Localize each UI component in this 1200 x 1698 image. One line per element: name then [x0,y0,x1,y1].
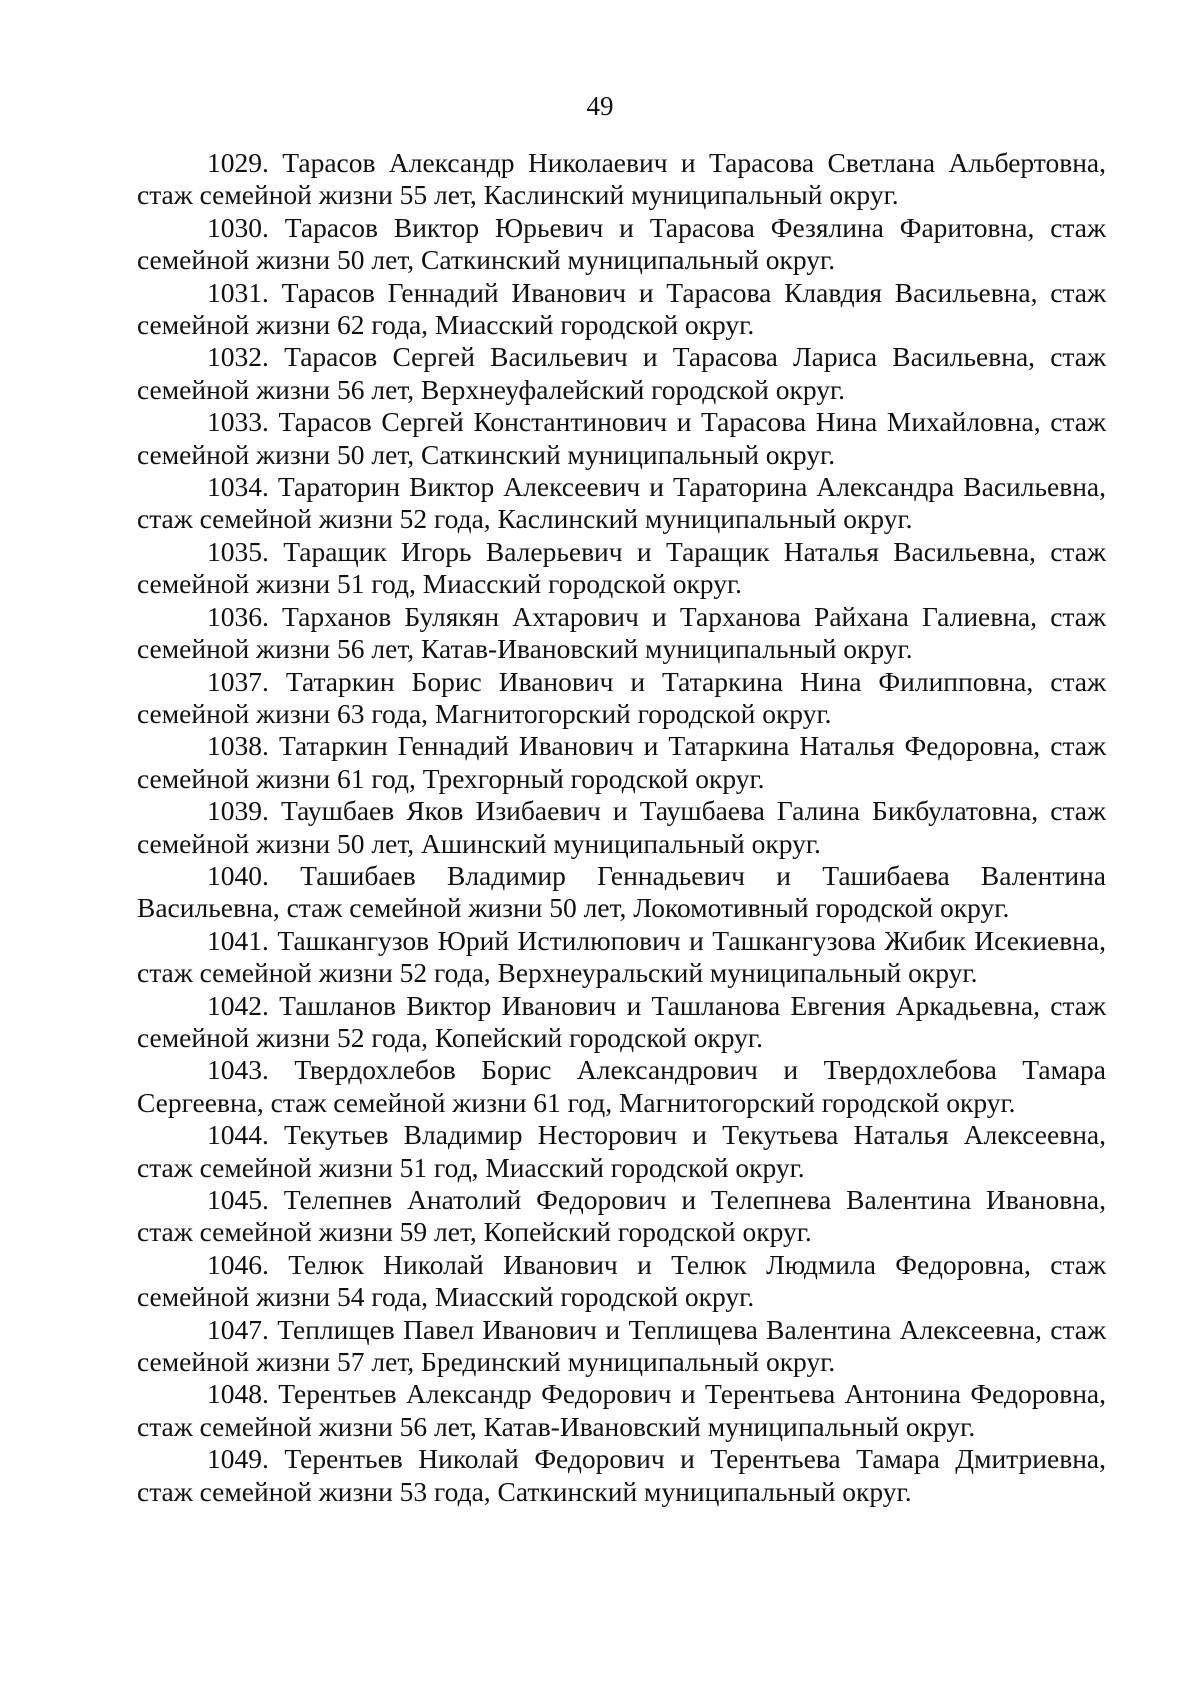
list-entry: 1044. Текутьев Владимир Несторович и Текутьева Наталья Алексеевна, стаж семейной жизни 51 год, Миасский городской округ. [137,1119,1106,1183]
list-entry: 1037. Татаркин Борис Иванович и Татаркина Нина Филипповна, стаж семейной жизни 63 года, Магнитогорский городской округ. [137,665,1106,729]
list-entry: 1035. Таращик Игорь Валерьевич и Таращик Наталья Васильевна, стаж семейной жизни 51 год, Миасский городской округ. [137,535,1106,600]
list-entry: 1042. Ташланов Виктор Иванович и Ташланова Евгения Аркадьевна, стаж семейной жизни 52 года, Копейский городской округ. [137,989,1106,1053]
list-entry: 1049. Терентьев Николай Федорович и Терентьева Тамара Дмитриевна, стаж семейной жизни 53 года, Саткинский муниципальный округ. [137,1443,1106,1507]
list-entry: 1039. Таушбаев Яков Изибаевич и Таушбаева Галина Бикбулатовна, стаж семейной жизни 50 лет, Ашинский муниципальный округ. [137,795,1106,859]
list-entry: 1030. Тарасов Виктор Юрьевич и Тарасова Фезялина Фаритовна, стаж семейной жизни 50 лет, Саткинский муниципальный округ. [137,211,1106,276]
entries-list [137,147,1106,1508]
page-number: 49 [586,91,614,121]
list-entry: 1047. Теплищев Павел Иванович и Теплищева Валентина Алексеевна, стаж семейной жизни 57 лет, Брединский муниципальный округ. [137,1313,1106,1378]
list-entry: 1031. Тарасов Геннадий Иванович и Тарасова Клавдия Васильевна, стаж семейной жизни 62 года, Миасский городской округ. [137,276,1106,341]
list-entry: 1034. Тараторин Виктор Алексеевич и Тараторина Александра Васильевна, стаж семейной жизни 52 года, Каслинский муниципальный округ. [137,471,1106,535]
list-entry: 1036. Тарханов Булякян Ахтарович и Тарханова Райхана Галиевна, стаж семейной жизни 56 лет, Катав-Ивановский муниципальный округ. [137,600,1106,665]
list-entry: 1048. Терентьев Александр Федорович и Терентьева Антонина Федоровна, стаж семейной жизни 56 лет, Катав-Ивановский муниципальный округ. [137,1378,1106,1442]
list-entry: 1041. Ташкангузов Юрий Истилюпович и Ташкангузова Жибик Исекиевна, стаж семейной жизни 52 года, Верхнеуральский муниципальный округ. [137,924,1106,989]
list-entry: 1040. Ташибаев Владимир Геннадьевич и Ташибаева Валентина Васильевна, стаж семейной жизни 50 лет, Локомотивный городской округ. [137,859,1106,924]
list-entry: 1043. Твердохлебов Борис Александрович и Твердохлебова Тамара Сергеевна, стаж семейной жизни 61 год, Магнитогорский городской округ. [137,1054,1106,1118]
list-entry: 1032. Тарасов Сергей Васильевич и Тарасова Лариса Васильевна, стаж семейной жизни 56 лет, Верхнеуфалейский городской округ. [137,341,1106,405]
list-entry: 1046. Телюк Николай Иванович и Телюк Людмила Федоровна, стаж семейной жизни 54 года, Миасский городской округ. [137,1248,1106,1313]
list-entry: 1033. Тарасов Сергей Константинович и Тарасова Нина Михайловна, стаж семейной жизни 50 лет, Саткинский муниципальный округ. [137,406,1106,470]
list-entry: 1038. Татаркин Геннадий Иванович и Татаркина Наталья Федоровна, стаж семейной жизни 61 год, Трехгорный городской округ. [137,730,1106,794]
list-entry: 1029. Тарасов Александр Николаевич и Тарасова Светлана Альбертовна, стаж семейной жизни 55 лет, Каслинский муниципальный округ. [137,147,1106,211]
list-entry: 1045. Телепнев Анатолий Федорович и Телепнева Валентина Ивановна, стаж семейной жизни 59 лет, Копейский городской округ. [137,1184,1106,1248]
